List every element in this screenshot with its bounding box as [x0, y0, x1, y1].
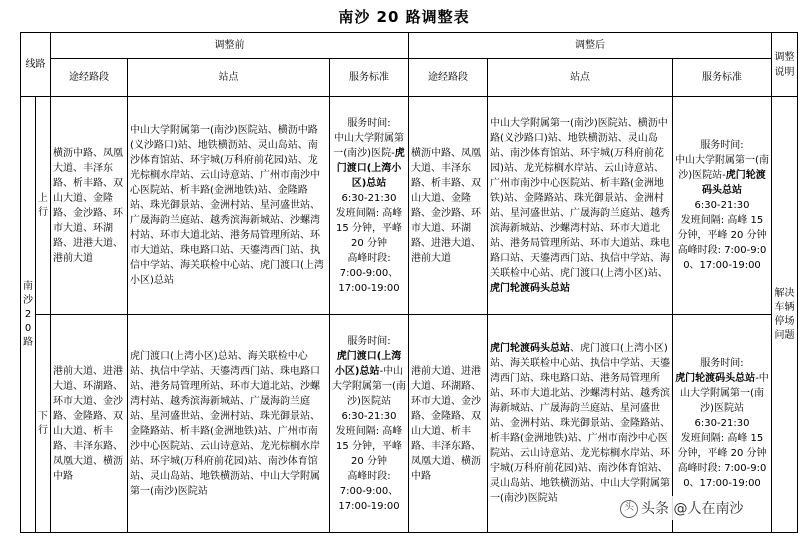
service-time-label: 服务时间: — [700, 140, 744, 151]
service-hours: 6:30-21:30 — [341, 192, 397, 204]
down-before-segments: 港前大道、进港大道、环湖路、环市大道、金沙路、金隆路、双山大道、析丰路、丰泽东路、凤凰大道、横沥中路 — [51, 315, 128, 533]
service-time-label: 服务时间: — [347, 117, 391, 129]
header-before: 调整前 — [51, 33, 409, 59]
down-after-segments: 港前大道、进港大道、环湖路、环市大道、金沙路、金隆路、双山大道、析丰路、丰泽东路、凤凰大道、横沥中路 — [409, 315, 488, 533]
up-before-segments: 横沥中路、凤凰大道、丰泽东路、析丰路、双山大道、金隆路、金沙路、环市大道、环湖路、进港大道、港前大道 — [51, 97, 128, 315]
down-before-stops: 虎门渡口(上湾小区)总站、海关联检中心站、执信中学站、天鎏湾西门站、珠电路口站、港务局管理所站、环市大道北站、沙螺湾村站、越秀滨海新城站、广晟海韵兰庭站、星河盛世站、金洲村站、珠光御景站、金隆路站、析丰路(金洲地铁)站、广州市南沙中心医院站、云山诗意站、龙光棕榈水岸站、环宇城(万科府前花园)站、南沙体育馆站、灵山岛站、地铁横沥站、中山大学附属第一(南沙)医院站 — [128, 315, 330, 533]
up-before-service — [330, 97, 409, 315]
service-route: 中山大学附属第一(南沙)医院站-虎门轮渡码头总站 — [675, 155, 769, 196]
service-hours: 6:30-21:30 — [694, 418, 750, 429]
peak-evening: 17:00-19:00 — [338, 282, 400, 294]
header-before-service: 服务标准 — [330, 59, 409, 97]
service-interval: 发班间隔: 高峰 15 分钟，平峰 20 分钟 — [335, 425, 403, 467]
service-hours: 6:30-21:30 — [694, 200, 750, 211]
header-after-stops: 站点 — [488, 59, 673, 97]
direction-down: 下行 — [36, 315, 51, 533]
service-time-label: 服务时间: — [347, 335, 391, 347]
header-before-stops: 站点 — [128, 59, 330, 97]
header-after-service: 服务标准 — [673, 59, 772, 97]
service-peak: 高峰时段: 7:00-9:00、17:00-19:00 — [677, 245, 767, 271]
header-route: 线路 — [21, 33, 51, 97]
service-route: 中山大学附属第一(南沙)医院-虎门渡口(上湾小区)总站 — [333, 132, 405, 189]
down-after-stops: 虎门轮渡码头总站、虎门渡口(上湾小区)站、海关联检中心站、执信中学站、天鎏湾西门站、珠电路口站、港务局管理所站、环市大道北站、沙螺湾村站、越秀滨海新城站、广晟海韵兰庭站、星河盛世站、金洲村站、珠光御景站、金隆路站、析丰路(金洲地铁)站、广州市南沙中心医院站、云山诗意站、龙光棕榈水岸站、环宇城(万科府前花园)站、南沙体育馆站、灵山岛站、地铁横沥站、中山大学附属第一(南沙)医院站 — [488, 315, 673, 533]
header-after-segments: 途经路段 — [409, 59, 488, 97]
up-before-stops: 中山大学附属第一(南沙)医院站、横沥中路(义沙路口)站、地铁横沥站、灵山岛站、南沙体育馆站、环宇城(万科府前花园)站、龙光棕榈水岸站、云山诗意站、广州市南沙中心医院站、析丰路(金洲地铁)站、金隆路站、珠光御景站、金洲村站、星河盛世站、广晟海韵兰庭站、越秀滨海新城站、沙螺湾村站、环市大道北站、港务局管理所站、环市大道站、珠电路口站、天鎏湾西门站、执信中学站、海关联检中心站、虎门渡口(上湾小区)总站 — [128, 97, 330, 315]
service-interval: 发班间隔: 高峰 15 分钟，平峰 20 分钟 — [677, 215, 767, 241]
service-hours: 6:30-21:30 — [341, 410, 397, 422]
header-after: 调整后 — [409, 33, 772, 59]
peak-morning: 7:00-9:00、 — [339, 267, 399, 279]
peak-evening: 17:00-19:00 — [338, 500, 400, 512]
service-route: 虎门渡口(上湾小区)总站-中山大学附属第一(南沙)医院站 — [332, 350, 406, 407]
page-title: 南沙 20 路调整表 — [338, 8, 470, 26]
service-interval: 发班间隔: 高峰 15 分钟，平峰 20 分钟 — [335, 207, 403, 249]
service-route: 虎门轮渡码头总站-中山大学附属第一(南沙)医院站 — [675, 373, 769, 414]
peak-label: 高峰时段: — [347, 252, 391, 264]
header-before-segments: 途经路段 — [51, 59, 128, 97]
direction-up: 上行 — [36, 97, 51, 315]
watermark: 头 头条 @人在南沙 — [614, 496, 749, 520]
peak-morning: 7:00-9:00、 — [339, 485, 399, 497]
route-adjustment-table — [20, 32, 798, 533]
up-after-stops: 中山大学附属第一(南沙)医院站、横沥中路(义沙路口)站、地铁横沥站、灵山岛站、南沙体育馆站、环宇城(万科府前花园)站、龙光棕榈水岸站、云山诗意站、广州市南沙中心医院站、析丰路(金洲地铁)站、金隆路站、珠光御景站、金洲村站、星河盛世站、广晟海韵兰庭站、越秀滨海新城站、沙螺湾村站、环市大道北站、港务局管理所站、环市大道站、珠电路口站、天鎏湾西门站、执信中学站、海关联检中心站、虎门渡口(上湾小区)站、虎门轮渡码头总站 — [488, 97, 673, 315]
service-time-label: 服务时间: — [700, 358, 744, 369]
peak-label: 高峰时段: — [347, 470, 391, 482]
down-before-service — [330, 315, 409, 533]
route-name: 南沙 20 路 — [21, 97, 36, 533]
up-after-service — [673, 97, 772, 315]
service-peak: 高峰时段: 7:00-9:00、17:00-19:00 — [677, 463, 767, 489]
toutiao-logo-icon: 头 — [620, 500, 638, 518]
service-interval: 发班间隔: 高峰 15 分钟，平峰 20 分钟 — [677, 433, 767, 459]
header-note: 调整说明 — [772, 33, 798, 97]
adjustment-note: 解决车辆停场问题 — [772, 97, 798, 533]
up-after-segments: 横沥中路、凤凰大道、丰泽东路、析丰路、双山大道、金隆路、金沙路、环市大道、环湖路、进港大道、港前大道 — [409, 97, 488, 315]
